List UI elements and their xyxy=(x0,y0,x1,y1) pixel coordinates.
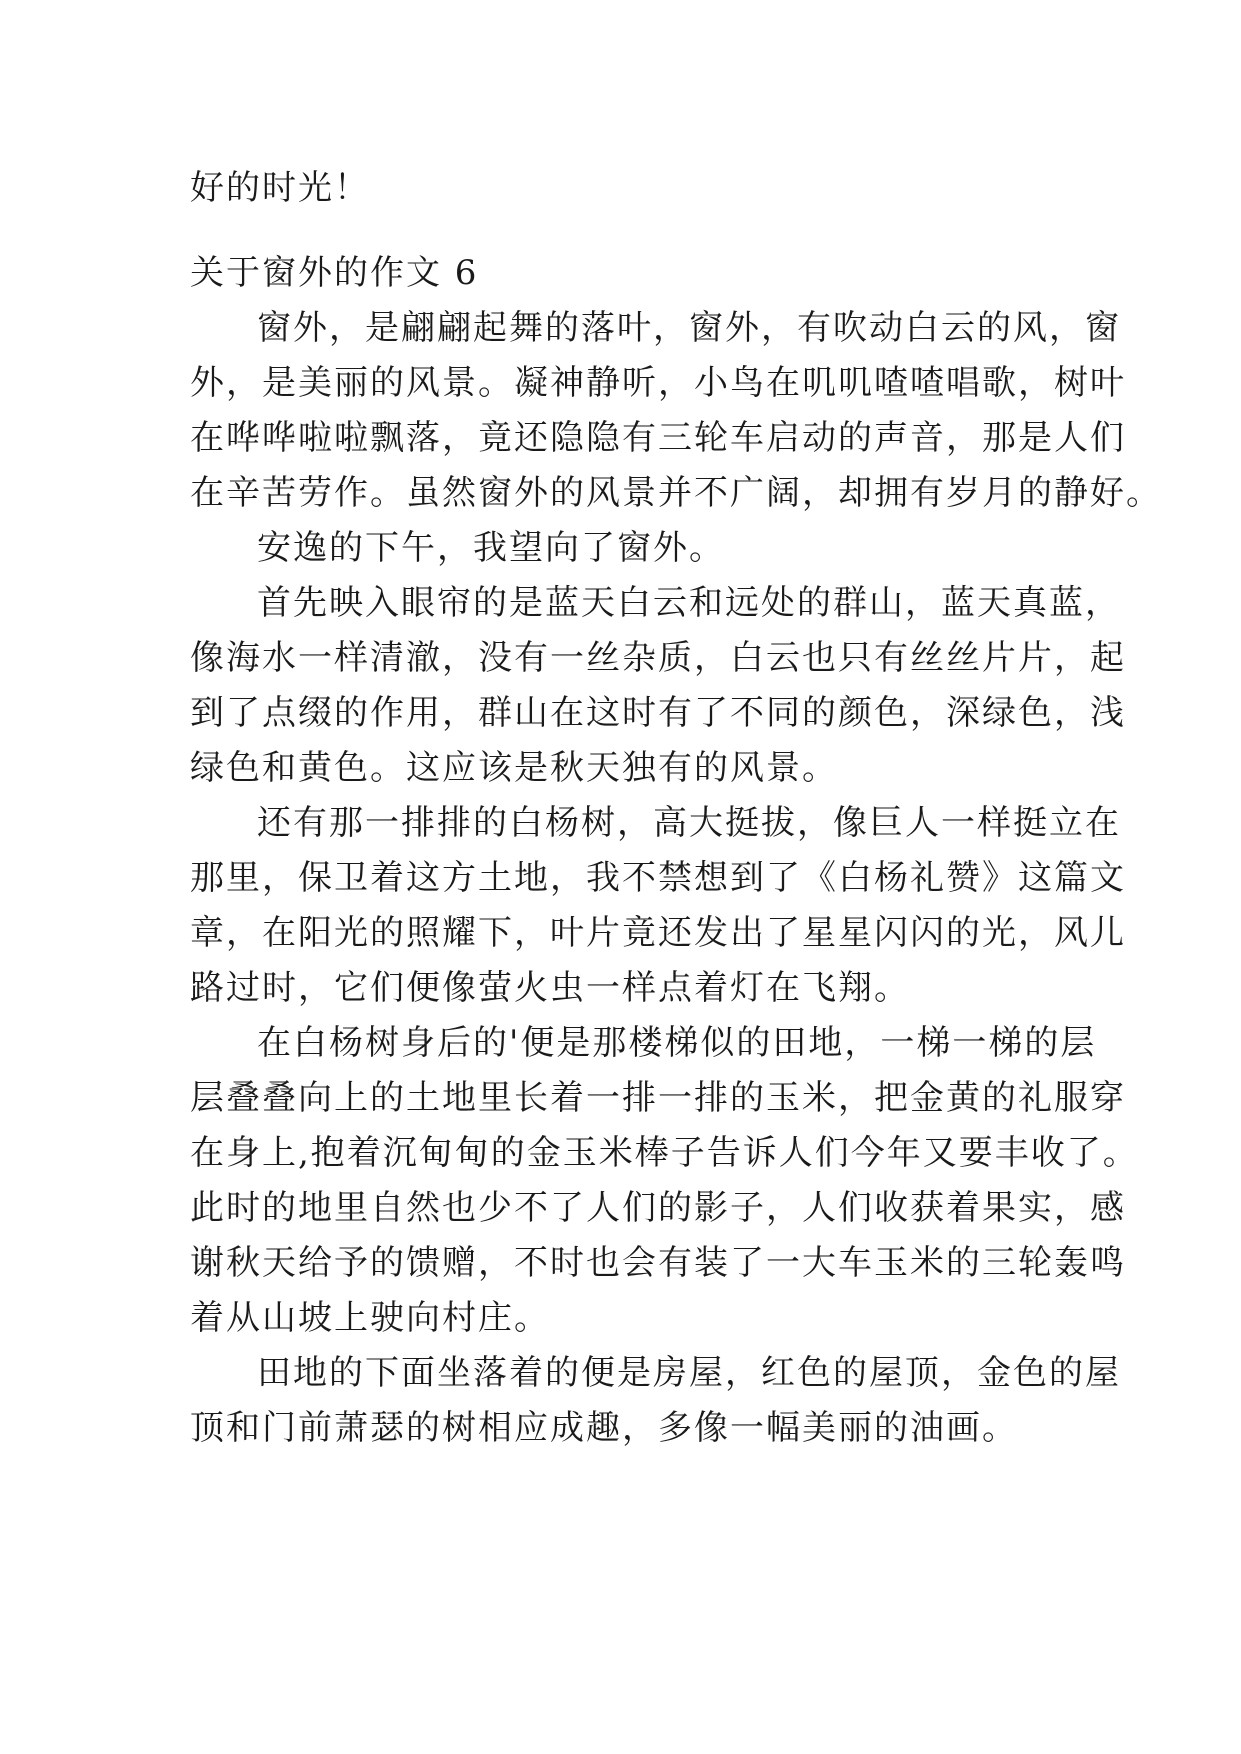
paragraph-1-line-4: 在辛苦劳作。虽然窗外的风景并不广阔，却拥有岁月的静好。 xyxy=(190,473,1162,513)
paragraph-1-line-1: 窗外，是翩翩起舞的落叶，窗外，有吹动白云的风，窗 xyxy=(257,308,1121,348)
paragraph-4-line-3: 章，在阳光的照耀下，叶片竟还发出了星星闪闪的光，风儿 xyxy=(190,913,1126,953)
paragraph-4-line-1: 还有那一排排的白杨树，高大挺拔，像巨人一样挺立在 xyxy=(257,803,1121,843)
paragraph-3-line-1: 首先映入眼帘的是蓝天白云和远处的群山，蓝天真蓝， xyxy=(257,583,1121,623)
paragraph-1-line-3: 在哗哗啦啦飘落，竟还隐隐有三轮车启动的声音，那是人们 xyxy=(190,418,1126,458)
paragraph-1-line-2: 外，是美丽的风景。凝神静听，小鸟在叽叽喳喳唱歌，树叶 xyxy=(190,363,1126,403)
paragraph-3-line-2: 像海水一样清澈，没有一丝杂质，白云也只有丝丝片片，起 xyxy=(190,638,1126,678)
paragraph-6-line-1: 田地的下面坐落着的便是房屋，红色的屋顶，金色的屋 xyxy=(257,1353,1121,1393)
paragraph-2-line-1: 安逸的下午，我望向了窗外。 xyxy=(257,528,725,568)
paragraph-5-line-6: 着从山坡上驶向村庄。 xyxy=(190,1298,550,1338)
paragraph-5-line-3: 在身上,抱着沉甸甸的金玉米棒子告诉人们今年又要丰收了。 xyxy=(190,1133,1139,1173)
paragraph-5-line-1: 在白杨树身后的'便是那楼梯似的田地，一梯一梯的层 xyxy=(257,1023,1097,1063)
continued-text-line: 好的时光！ xyxy=(190,168,370,208)
paragraph-4-line-2: 那里，保卫着这方土地，我不禁想到了《白杨礼赞》这篇文 xyxy=(190,858,1126,898)
essay-heading: 关于窗外的作文 6 xyxy=(190,253,479,293)
paragraph-6-line-2: 顶和门前萧瑟的树相应成趣，多像一幅美丽的油画。 xyxy=(190,1408,1018,1448)
paragraph-5-line-5: 谢秋天给予的馈赠，不时也会有装了一大车玉米的三轮轰鸣 xyxy=(190,1243,1126,1283)
paragraph-5-line-4: 此时的地里自然也少不了人们的影子，人们收获着果实，感 xyxy=(190,1188,1126,1228)
paragraph-3-line-4: 绿色和黄色。这应该是秋天独有的风景。 xyxy=(190,748,838,788)
paragraph-3-line-3: 到了点缀的作用，群山在这时有了不同的颜色，深绿色，浅 xyxy=(190,693,1126,733)
paragraph-4-line-4: 路过时，它们便像萤火虫一样点着灯在飞翔。 xyxy=(190,968,910,1008)
paragraph-5-line-2: 层叠叠向上的土地里长着一排一排的玉米，把金黄的礼服穿 xyxy=(190,1078,1126,1118)
